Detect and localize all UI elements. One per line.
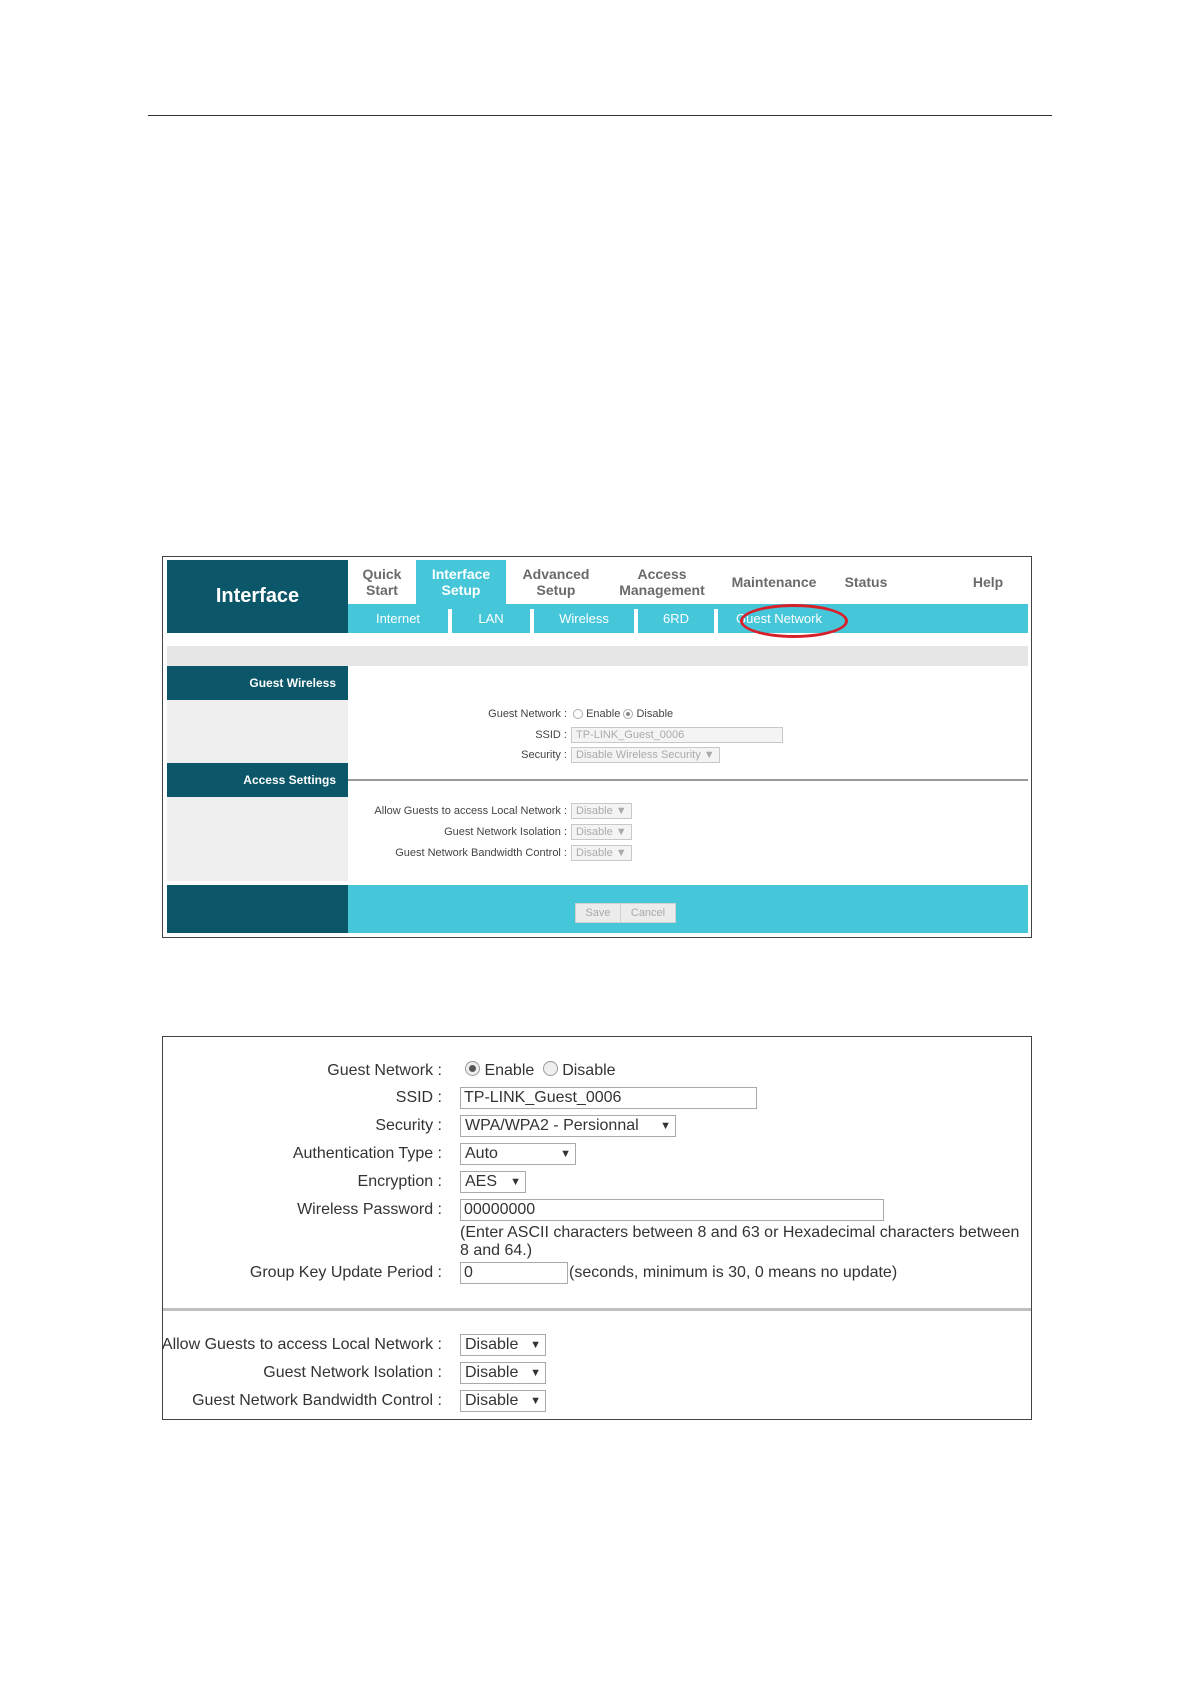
section-access-settings: Access Settings	[167, 763, 348, 797]
row-guest-network	[348, 705, 1028, 723]
group-key-hint: (seconds, minimum is 30, 0 means no update)	[569, 1264, 898, 1281]
security-settings-screenshot	[162, 1036, 1032, 1420]
ssid-label: SSID :	[395, 1089, 442, 1106]
enable-label: Enable	[586, 708, 621, 720]
subnav-6rd[interactable]: 6RD	[662, 611, 689, 626]
group-key-label: Group Key Update Period :	[249, 1264, 442, 1281]
section-guest-wireless: Guest Wireless	[167, 666, 348, 700]
enable-radio[interactable]	[465, 1061, 480, 1076]
disable-radio[interactable]	[543, 1061, 558, 1076]
nav-status[interactable]: Status	[844, 574, 888, 590]
subnav-lan[interactable]: LAN	[478, 611, 504, 626]
wireless-password-input[interactable]: 00000000	[460, 1199, 884, 1221]
row-ssid	[348, 726, 1028, 744]
guest-network-highlight-circle	[740, 604, 848, 638]
isolation-select[interactable]: Disable ▼	[571, 824, 632, 840]
row-allow-guests	[348, 802, 1028, 820]
encryption-select[interactable]: AES ▼	[460, 1171, 526, 1193]
security-label: Security :	[375, 1117, 442, 1134]
dropdown-arrow-icon: ▼	[615, 826, 627, 838]
nav-quick-start[interactable]: Quick Start	[362, 566, 402, 598]
row-security	[348, 746, 1028, 764]
allow-guests-label: Allow Guests to access Local Network :	[374, 805, 567, 817]
guest-network-radio-group	[573, 708, 673, 720]
allow-guests-label: Allow Guests to access Local Network :	[161, 1336, 442, 1353]
dropdown-arrow-icon: ▼	[530, 1339, 541, 1351]
bandwidth-label: Guest Network Bandwidth Control :	[192, 1392, 442, 1409]
disable-label: Disable	[636, 708, 674, 720]
dropdown-arrow-icon: ▼	[510, 1176, 521, 1188]
encryption-label: Encryption :	[357, 1173, 442, 1190]
subnav-wireless[interactable]: Wireless	[559, 611, 609, 626]
brand-title: Interface	[167, 560, 348, 633]
allow-guests-select[interactable]: Disable ▼	[460, 1334, 546, 1356]
subnav-guest-network[interactable]: Guest Network	[736, 611, 822, 626]
dropdown-arrow-icon: ▼	[530, 1395, 541, 1407]
section-divider	[163, 1308, 1031, 1311]
dropdown-arrow-icon: ▼	[703, 749, 715, 761]
nav-help[interactable]: Help	[972, 574, 1004, 590]
save-button[interactable]: Save	[575, 903, 621, 923]
guest-network-label: Guest Network :	[327, 1062, 442, 1079]
password-hint-line1: (Enter ASCII characters between 8 and 63 or Hexadecimal characters between	[460, 1224, 1020, 1241]
nav-interface-setup[interactable]: Interface Setup	[416, 560, 506, 604]
dropdown-arrow-icon: ▼	[615, 805, 627, 817]
footer-left	[167, 885, 348, 933]
security-select[interactable]: Disable Wireless Security ▼	[571, 747, 720, 763]
ssid-input[interactable]: TP-LINK_Guest_0006	[571, 727, 783, 743]
group-key-input[interactable]: 0	[460, 1262, 568, 1284]
row-isolation	[348, 823, 1028, 841]
footer-bar	[348, 885, 1028, 933]
nav-maintenance[interactable]: Maintenance	[731, 574, 817, 590]
enable-radio[interactable]	[573, 709, 583, 719]
dropdown-arrow-icon: ▼	[530, 1367, 541, 1379]
ssid-input[interactable]: TP-LINK_Guest_0006	[460, 1087, 757, 1109]
disable-radio[interactable]	[623, 709, 633, 719]
dropdown-arrow-icon: ▼	[660, 1120, 671, 1132]
guest-network-label: Guest Network :	[488, 708, 567, 720]
router-screenshot	[162, 556, 1032, 938]
security-select[interactable]: WPA/WPA2 - Persionnal ▼	[460, 1115, 676, 1137]
sub-nav	[348, 604, 1028, 633]
isolation-label: Guest Network Isolation :	[263, 1364, 442, 1381]
subnav-separator	[714, 609, 718, 633]
auth-type-label: Authentication Type :	[292, 1145, 442, 1162]
guest-network-radio-group	[465, 1060, 616, 1082]
cancel-button[interactable]: Cancel	[620, 903, 676, 923]
wireless-password-label: Wireless Password :	[297, 1201, 442, 1218]
subnav-internet[interactable]: Internet	[375, 611, 421, 626]
bandwidth-select[interactable]: Disable ▼	[571, 845, 632, 861]
enable-label: Enable	[484, 1062, 535, 1079]
main-nav	[348, 560, 1028, 604]
disable-label: Disable	[562, 1062, 616, 1079]
auth-type-select[interactable]: Auto ▼	[460, 1143, 576, 1165]
password-hint-line2: 8 and 64.)	[460, 1242, 533, 1259]
bandwidth-label: Guest Network Bandwidth Control :	[395, 847, 567, 859]
nav-advanced-setup[interactable]: Advanced Setup	[522, 566, 590, 598]
security-label: Security :	[521, 749, 567, 761]
nav-access-management[interactable]: Access Management	[619, 566, 705, 598]
isolation-select[interactable]: Disable ▼	[460, 1362, 546, 1384]
allow-guests-select[interactable]: Disable ▼	[571, 803, 632, 819]
dropdown-arrow-icon: ▼	[615, 847, 627, 859]
ssid-label: SSID :	[535, 729, 567, 741]
bandwidth-select[interactable]: Disable ▼	[460, 1390, 546, 1412]
page-top-rule	[148, 115, 1052, 116]
section-divider	[348, 779, 1028, 781]
top-gray-bar	[167, 646, 1028, 666]
dropdown-arrow-icon: ▼	[560, 1148, 571, 1160]
isolation-label: Guest Network Isolation :	[444, 826, 567, 838]
row-bandwidth	[348, 844, 1028, 862]
